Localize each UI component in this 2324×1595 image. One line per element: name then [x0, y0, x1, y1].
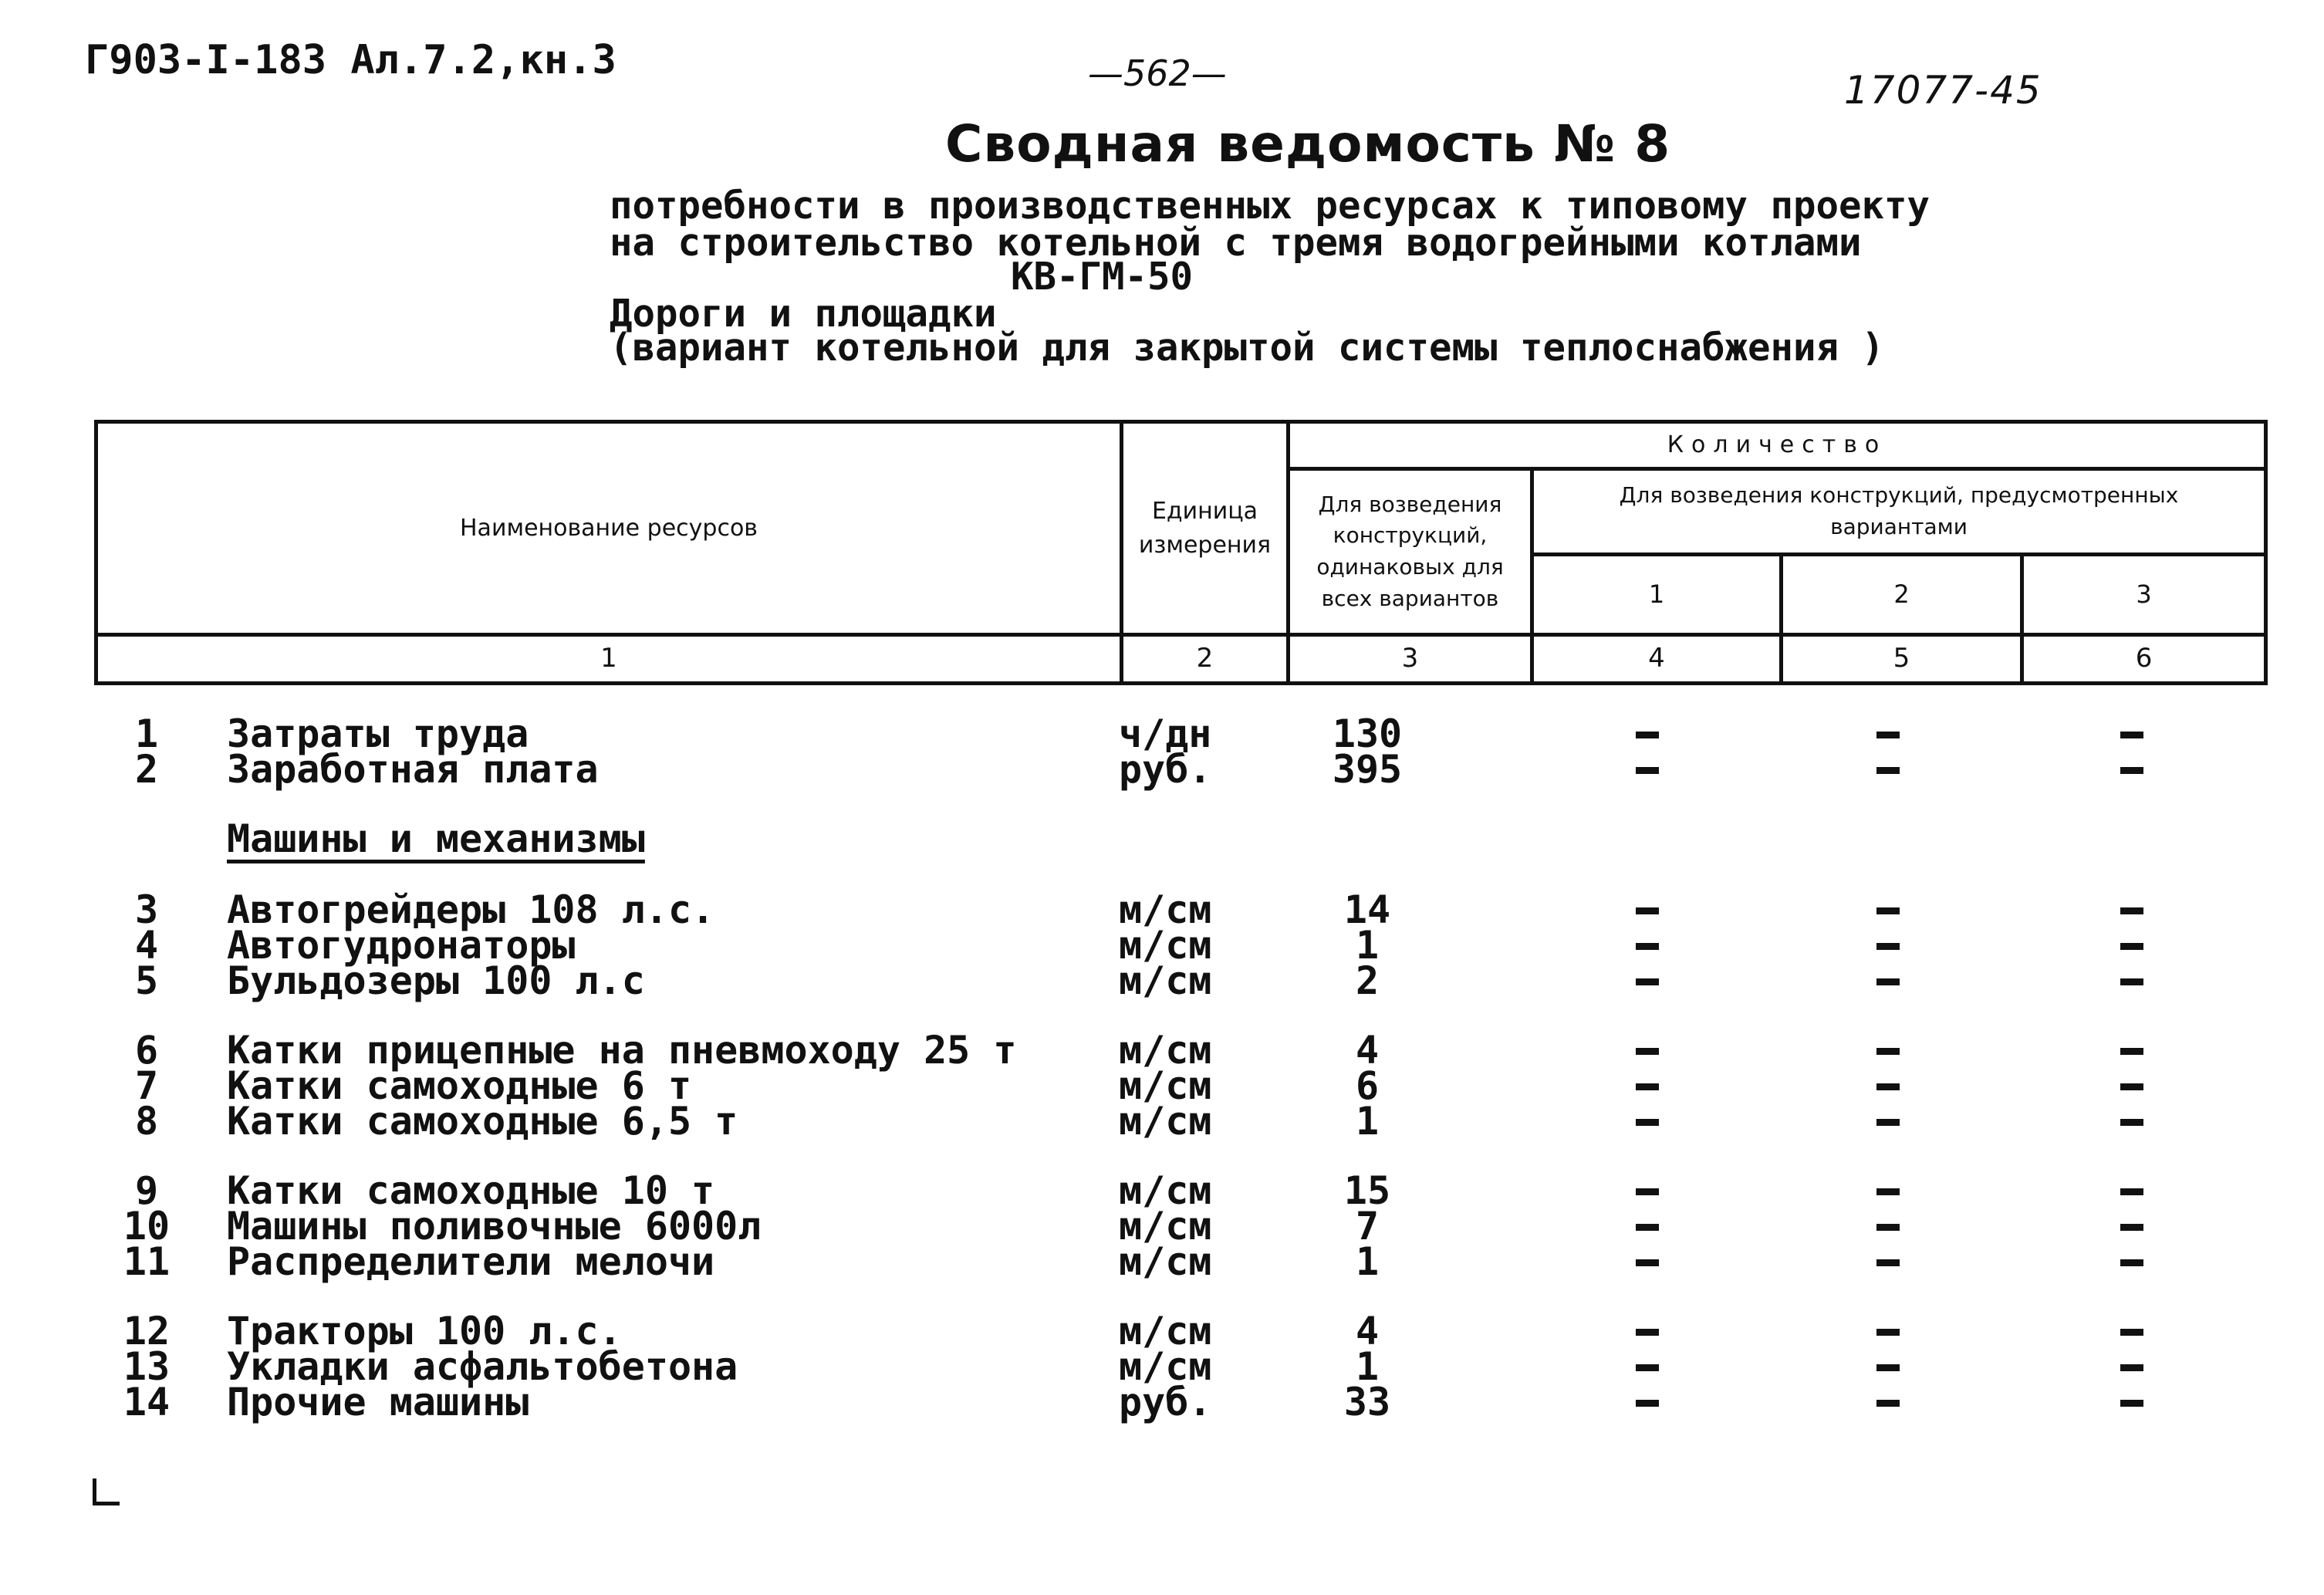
variant-1-dash	[1636, 1048, 1659, 1055]
variant-3-dash	[2120, 732, 2143, 738]
header-variant-3: 3	[2022, 554, 2266, 635]
variant-2-dash	[1876, 1048, 1900, 1055]
header-variant-1: 1	[1532, 554, 1782, 635]
table-header	[94, 420, 2268, 685]
unit-of-measure: м/см	[1119, 1168, 1212, 1213]
quantity-common: 4	[1355, 1309, 1380, 1353]
unit-of-measure: м/см	[1119, 1028, 1212, 1073]
variant-2-dash	[1876, 1119, 1900, 1126]
row-number: 10	[123, 1204, 171, 1249]
subtitle-line-2: на строительство котельной с тремя водогрейными котлами	[610, 221, 1862, 265]
unit-of-measure: м/см	[1119, 923, 1212, 968]
variant-3-dash	[2120, 1224, 2143, 1231]
variant-3-dash	[2120, 1400, 2143, 1407]
variant-2-dash	[1876, 907, 1900, 914]
unit-of-measure: м/см	[1119, 1063, 1212, 1108]
subtitle-line-5: (вариант котельной для закрытой системы теплоснабжения )	[610, 326, 1885, 370]
unit-of-measure: м/см	[1119, 1344, 1212, 1389]
quantity-common: 33	[1343, 1380, 1391, 1424]
resource-name: Катки самоходные 6 т	[227, 1063, 692, 1108]
quantity-common: 1	[1355, 1344, 1380, 1389]
column-number-4: 4	[1532, 635, 1782, 684]
row-number: 8	[134, 1099, 159, 1144]
variant-1-dash	[1636, 1119, 1659, 1126]
variant-3-dash	[2120, 767, 2143, 774]
column-number-6: 6	[2022, 635, 2266, 684]
header-quantity: Количество	[1289, 422, 2266, 469]
variant-3-dash	[2120, 1188, 2143, 1195]
resource-name: Автогудронаторы	[227, 923, 576, 968]
variant-1-dash	[1636, 1329, 1659, 1336]
subtitle-line-3: КВ-ГМ-50	[1011, 255, 1194, 299]
resource-name: Катки самоходные 6,5 т	[227, 1099, 738, 1144]
variant-1-dash	[1636, 1188, 1659, 1195]
variant-2-dash	[1876, 1364, 1900, 1371]
quantity-common: 1	[1355, 923, 1380, 968]
corner-mark	[93, 1478, 120, 1505]
resource-name: Затраты труда	[227, 711, 529, 756]
variant-2-dash	[1876, 943, 1900, 950]
quantity-common: 14	[1343, 887, 1391, 932]
column-number-1: 1	[96, 635, 1122, 684]
variant-2-dash	[1876, 1083, 1900, 1090]
row-number: 13	[123, 1344, 171, 1389]
resource-name: Машины поливочные 6000л	[227, 1204, 762, 1249]
row-number: 1	[134, 711, 159, 756]
variant-3-dash	[2120, 943, 2143, 950]
unit-of-measure: м/см	[1119, 1099, 1212, 1144]
header-unit: Единица измерения	[1122, 422, 1289, 635]
row-number: 2	[134, 747, 159, 792]
quantity-common: 6	[1355, 1063, 1380, 1108]
variant-3-dash	[2120, 907, 2143, 914]
header-resource-name: Наименование ресурсов	[96, 422, 1122, 635]
header-by-variants: Для возведения конструкций, предусмотренных вариантами	[1532, 468, 2266, 554]
column-number-5: 5	[1782, 635, 2022, 684]
quantity-common: 395	[1332, 747, 1403, 792]
page-number: —562—	[1088, 52, 1227, 94]
document-code: Г903-I-183 Ал.7.2,кн.3	[85, 37, 616, 83]
resource-name: Тракторы 100 л.с.	[227, 1309, 622, 1353]
row-number: 3	[134, 887, 159, 932]
variant-3-dash	[2120, 978, 2143, 985]
inventory-number: 17077-45	[1844, 68, 2042, 113]
row-number: 9	[134, 1168, 159, 1213]
resource-name: Укладки асфальтобетона	[227, 1344, 738, 1389]
column-number-3: 3	[1289, 635, 1532, 684]
quantity-common: 2	[1355, 958, 1380, 1003]
quantity-common: 1	[1355, 1239, 1380, 1284]
resource-name: Катки прицепные на пневмоходу 25 т	[227, 1028, 1017, 1073]
resource-name: Автогрейдеры 108 л.с.	[227, 887, 715, 932]
section-title: Машины и механизмы	[227, 816, 645, 861]
subtitle-line-1: потребности в производственных ресурсах к типовому проекту	[610, 184, 1930, 228]
variant-3-dash	[2120, 1364, 2143, 1371]
row-number: 6	[134, 1028, 159, 1073]
variant-1-dash	[1636, 1083, 1659, 1090]
variant-2-dash	[1876, 1224, 1900, 1231]
quantity-common: 4	[1355, 1028, 1380, 1073]
variant-1-dash	[1636, 1364, 1659, 1371]
variant-1-dash	[1636, 732, 1659, 738]
variant-2-dash	[1876, 1259, 1900, 1266]
resource-name: Бульдозеры 100 л.с	[227, 958, 645, 1003]
quantity-common: 130	[1332, 711, 1403, 756]
variant-3-dash	[2120, 1048, 2143, 1055]
resource-name: Заработная плата	[227, 747, 599, 792]
row-number: 5	[134, 958, 159, 1003]
row-number: 4	[134, 923, 159, 968]
row-number: 7	[134, 1063, 159, 1108]
unit-of-measure: м/см	[1119, 1239, 1212, 1284]
unit-of-measure: ч/дн	[1119, 711, 1212, 756]
variant-2-dash	[1876, 1329, 1900, 1336]
row-number: 14	[123, 1380, 171, 1424]
unit-of-measure: м/см	[1119, 887, 1212, 932]
variant-2-dash	[1876, 1400, 1900, 1407]
row-number: 11	[123, 1239, 171, 1284]
variant-3-dash	[2120, 1083, 2143, 1090]
variant-3-dash	[2120, 1259, 2143, 1266]
subtitle-line-4: Дороги и площадки	[610, 292, 997, 336]
variant-1-dash	[1636, 1259, 1659, 1266]
variant-2-dash	[1876, 978, 1900, 985]
resource-name: Распределители мелочи	[227, 1239, 715, 1284]
header-variant-2: 2	[1782, 554, 2022, 635]
row-number: 12	[123, 1309, 171, 1353]
variant-1-dash	[1636, 907, 1659, 914]
variant-1-dash	[1636, 767, 1659, 774]
variant-2-dash	[1876, 767, 1900, 774]
unit-of-measure: м/см	[1119, 1204, 1212, 1249]
variant-1-dash	[1636, 978, 1659, 985]
unit-of-measure: м/см	[1119, 958, 1212, 1003]
variant-2-dash	[1876, 732, 1900, 738]
unit-of-measure: руб.	[1119, 1380, 1212, 1424]
unit-of-measure: руб.	[1119, 747, 1212, 792]
unit-of-measure: м/см	[1119, 1309, 1212, 1353]
column-number-2: 2	[1122, 635, 1289, 684]
quantity-common: 7	[1355, 1204, 1380, 1249]
resource-name: Прочие машины	[227, 1380, 529, 1424]
variant-3-dash	[2120, 1329, 2143, 1336]
variant-1-dash	[1636, 943, 1659, 950]
header-same-all-variants: Для возведения конструкций, одинаковых для всех вариантов	[1289, 468, 1532, 635]
variant-1-dash	[1636, 1400, 1659, 1407]
resource-name: Катки самоходные 10 т	[227, 1168, 715, 1213]
document-title: Сводная ведомость № 8	[945, 114, 1671, 174]
variant-1-dash	[1636, 1224, 1659, 1231]
quantity-common: 15	[1343, 1168, 1391, 1213]
variant-3-dash	[2120, 1119, 2143, 1126]
quantity-common: 1	[1355, 1099, 1380, 1144]
variant-2-dash	[1876, 1188, 1900, 1195]
